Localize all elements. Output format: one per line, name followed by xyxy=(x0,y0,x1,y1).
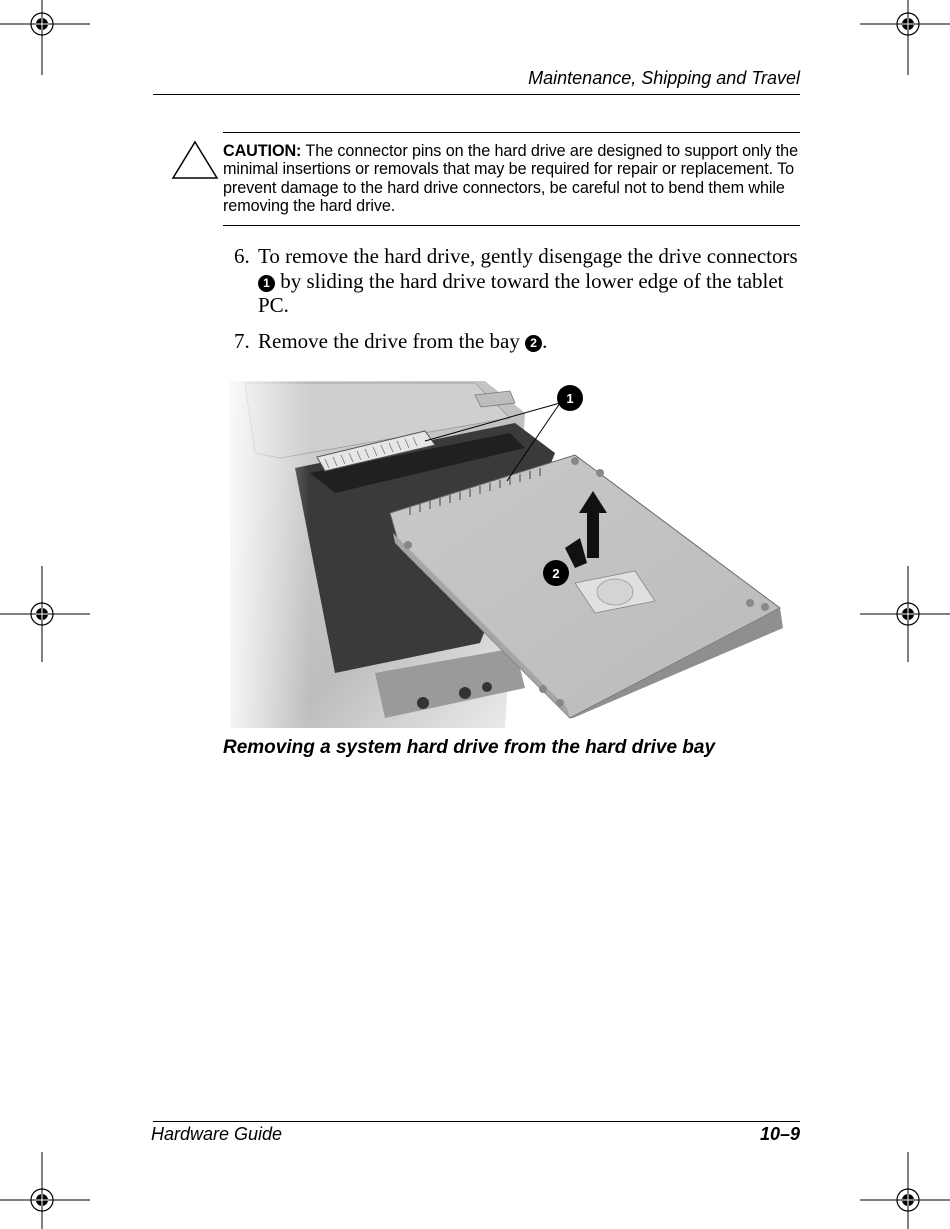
list-item xyxy=(234,244,804,318)
step-text-part: To remove the hard drive, gently disengage the drive connectors xyxy=(258,244,798,268)
step-text xyxy=(258,244,804,318)
step-text-part: . xyxy=(542,328,548,353)
registration-mark-icon xyxy=(860,0,950,80)
step-number: 7. xyxy=(234,328,250,353)
hard-drive-removal-illustration xyxy=(225,373,790,728)
figure-caption: Removing a system hard drive from the hard drive bay xyxy=(223,737,716,758)
caution-bottom-rule xyxy=(223,225,800,226)
step-text-part: Remove the drive from the bay xyxy=(258,328,526,353)
list-item xyxy=(234,329,804,354)
callout-2-icon: 2 xyxy=(525,335,542,352)
caution-triangle-icon xyxy=(171,140,219,180)
running-header: Maintenance, Shipping and Travel xyxy=(528,68,800,88)
caution-body: The connector pins on the hard drive are designed to support only the minimal insertions or removals that may be required for repair or replacement. To prevent damage to the hard drive connectors, be careful not to bend them while removing the hard drive. xyxy=(223,142,798,215)
caution-top-rule xyxy=(223,132,800,133)
caution-note xyxy=(223,142,803,215)
step-text xyxy=(258,329,804,354)
step-text-part: by sliding the hard drive toward the lower edge of the tablet PC. xyxy=(258,268,784,317)
registration-mark-icon xyxy=(0,566,90,662)
header-rule xyxy=(153,94,800,95)
footer-rule xyxy=(153,1121,800,1122)
step-number: 6. xyxy=(234,244,250,268)
page-number: 10–9 xyxy=(759,1124,800,1144)
registration-mark-icon xyxy=(860,1152,950,1229)
caution-label: CAUTION: xyxy=(223,142,302,160)
callout-1-icon: 1 xyxy=(258,275,275,292)
registration-mark-icon xyxy=(860,566,950,662)
step-list xyxy=(234,244,804,364)
footer-title: Hardware Guide xyxy=(151,1124,283,1144)
registration-mark-icon xyxy=(0,0,90,80)
registration-mark-icon xyxy=(0,1152,90,1229)
